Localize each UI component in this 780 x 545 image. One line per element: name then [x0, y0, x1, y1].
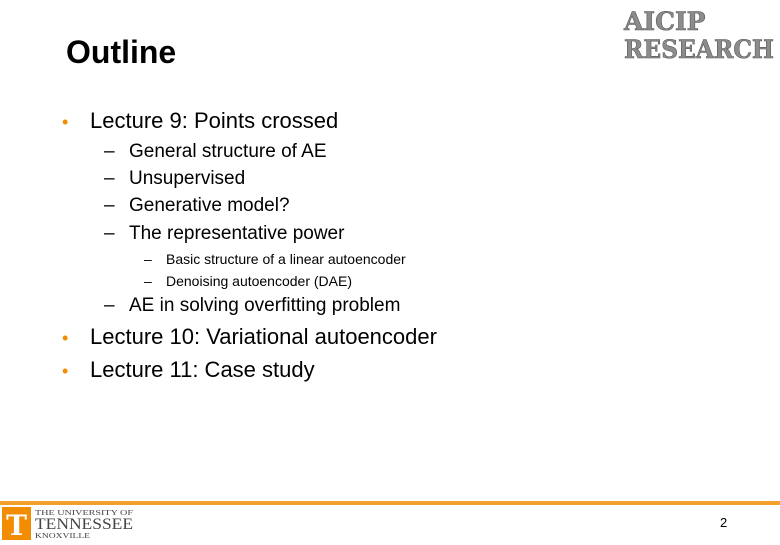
ut-logo-line1: THE UNIVERSITY OF [35, 508, 133, 517]
subsubitem: – Denoising autoencoder (DAE) [144, 273, 352, 289]
subitem: – Generative model? [104, 195, 290, 216]
slide-title: Outline [66, 34, 177, 70]
subsubitem-text: Denoising autoencoder (DAE) [166, 273, 352, 289]
aicip-logo-line2: RESEARCH [624, 35, 774, 64]
subitem: – The representative power [104, 223, 345, 244]
subsubitem-text: Basic structure of a linear autoencoder [166, 251, 406, 267]
subitem-text: AE in solving overfitting problem [129, 295, 401, 316]
bullet-lecture-11 [62, 357, 315, 383]
aicip-logo-line1: AICIP [624, 7, 706, 36]
page-number: 2 [720, 515, 728, 530]
subitem: – AE in solving overfitting problem [104, 295, 401, 316]
subitem-text: Generative model? [129, 195, 290, 216]
bullet-lecture-9 [62, 108, 338, 134]
ut-logo-line3: KNOXVILLE [35, 531, 91, 540]
bullet-text: Lecture 10: Variational autoencoder [90, 324, 437, 349]
university-of-tennessee-logo [2, 507, 142, 540]
bullet-dot: • [62, 328, 69, 348]
subitem-text: The representative power [129, 223, 345, 244]
footer-divider [0, 501, 780, 505]
subitem: – General structure of AE [104, 141, 327, 162]
bullet-lecture-10 [62, 324, 437, 350]
bullet-dot: • [62, 361, 69, 381]
aicip-research-logo [622, 6, 778, 64]
subitem: – Unsupervised [104, 168, 246, 189]
subsubitem: – Basic structure of a linear autoencoder [144, 251, 406, 267]
bullet-dot: • [62, 112, 69, 132]
bullet-text: Lecture 11: Case study [90, 357, 315, 382]
ut-logo-line2: TENNESSEE [35, 516, 133, 533]
bullet-text: Lecture 9: Points crossed [90, 108, 339, 133]
subitem-text: General structure of AE [129, 141, 327, 162]
ut-t-letter: T [6, 509, 27, 540]
subitem-text: Unsupervised [129, 168, 246, 189]
